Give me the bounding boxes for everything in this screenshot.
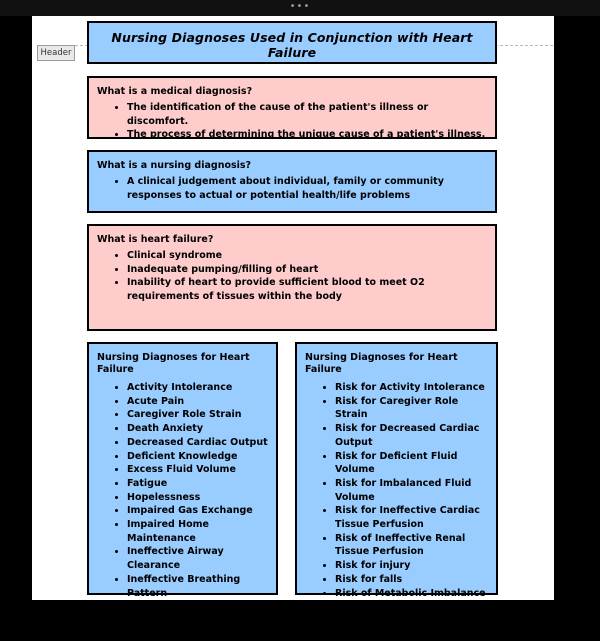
medical-diagnosis-box <box>87 76 497 139</box>
list-item: • Fatigue <box>127 477 270 491</box>
medical-diagnosis-question: What is a medical diagnosis? <box>97 86 253 97</box>
title-box <box>87 21 497 64</box>
nursing-diagnosis-question: What is a nursing diagnosis? <box>97 160 252 171</box>
right-column-heading: Nursing Diagnoses for Heart Failure <box>305 352 458 375</box>
list-item: • Risk for falls <box>335 573 490 587</box>
list-item: • A clinical judgement about individual, family or community responses to actual or potential health/life problems <box>127 175 489 202</box>
list-item: • Deficient Knowledge <box>127 450 270 464</box>
list-item: • Acute Pain <box>127 395 270 409</box>
right-diagnoses-list <box>297 381 496 614</box>
nursing-diagnosis-list <box>89 175 495 202</box>
heart-failure-box <box>87 224 497 331</box>
document-title: Nursing Diagnoses Used in Conjunction with Heart Failure <box>111 30 473 60</box>
heart-failure-list <box>89 249 495 303</box>
list-item: • Risk for Decreased Cardiac Output <box>335 422 490 449</box>
list-item: • Clinical syndrome <box>127 249 489 263</box>
header-tag[interactable]: Header <box>37 45 75 61</box>
list-item: • Risk of Ineffective Renal Tissue Perfusion <box>335 532 490 559</box>
left-column-heading: Nursing Diagnoses for Heart Failure <box>97 352 250 375</box>
list-item: • The process of determining the unique cause of a patient's illness. <box>127 128 489 142</box>
list-item: • Impaired Gas Exchange <box>127 504 270 518</box>
list-item: • Risk of Metabolic Imbalance Syndrome <box>335 587 490 614</box>
heart-failure-question: What is heart failure? <box>97 234 214 245</box>
list-item: • Powerlessness <box>127 628 270 641</box>
list-item: • Hopelessness <box>127 491 270 505</box>
list-item: • Risk for injury <box>335 559 490 573</box>
list-item: • Risk for Imbalanced Fluid Volume <box>335 477 490 504</box>
list-item: • The identification of the cause of the patient's illness or discomfort. <box>127 101 489 128</box>
list-item: • Caregiver Role Strain <box>127 408 270 422</box>
nursing-diagnoses-left-box <box>87 342 278 640</box>
list-item: • Ineffective Tissue Perfusion <box>127 600 270 627</box>
list-item: • Activity Intolerance <box>127 381 270 395</box>
list-item: • Decreased Cardiac Output <box>127 436 270 450</box>
list-item: • Risk for Deficient Fluid Volume <box>335 450 490 477</box>
nursing-diagnoses-right-box <box>295 342 498 613</box>
list-item: • Inability of heart to provide sufficient blood to meet O2 requirements of tissues within the body <box>127 276 489 303</box>
list-item: • Death Anxiety <box>127 422 270 436</box>
list-item: • Inadequate pumping/filling of heart <box>127 263 489 277</box>
left-diagnoses-list <box>89 381 276 641</box>
window-top-bar <box>0 0 600 16</box>
list-item: • Risk for Caregiver Role Strain <box>335 395 490 422</box>
list-item: • Excess Fluid Volume <box>127 463 270 477</box>
list-item: • Ineffective Breathing Pattern <box>127 573 270 600</box>
more-options-icon[interactable]: ••• <box>289 1 311 12</box>
list-item: • Risk for Ineffective Cardiac Tissue Perfusion <box>335 504 490 531</box>
list-item: • Impaired Home Maintenance <box>127 518 270 545</box>
list-item: • Ineffective Airway Clearance <box>127 545 270 572</box>
list-item: • Risk for Activity Intolerance <box>335 381 490 395</box>
medical-diagnosis-list <box>89 101 495 142</box>
nursing-diagnosis-box <box>87 150 497 213</box>
